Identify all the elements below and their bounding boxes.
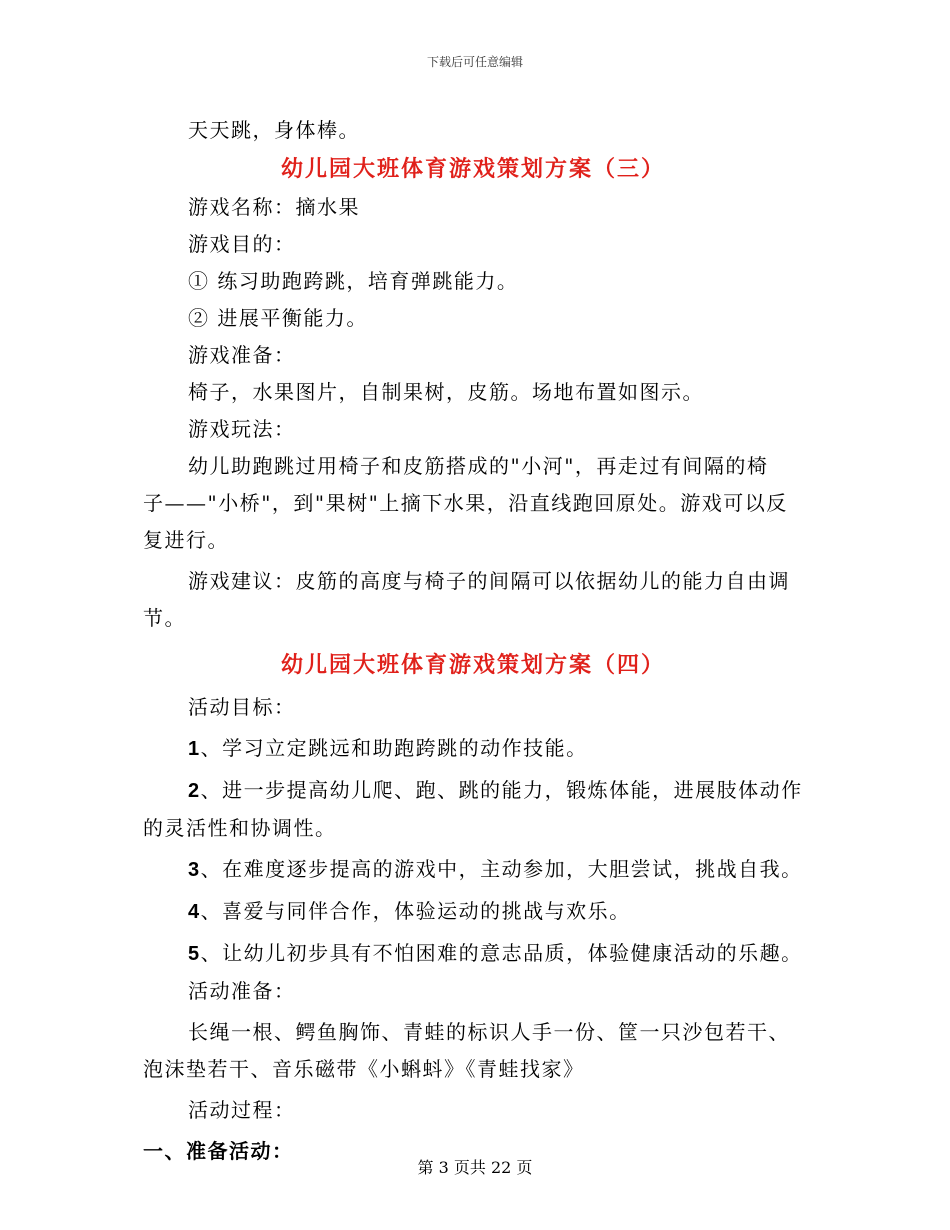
game-play-label: 游戏玩法： [188,417,296,441]
activity-goal-3 [143,851,808,889]
activity-goal-1 [143,730,808,768]
goal-number: 3 [188,859,201,881]
game-play-line2: 子——"小桥"，到"果树"上摘下水果，沿直线跑回原处。游戏可以反 [143,491,788,515]
activity-goal-4 [143,893,808,931]
game-name: 游戏名称：摘水果 [188,195,360,219]
activity-goal-label: 活动目标： [188,695,296,719]
goal-text: 、学习立定跳远和助跑跨跳的动作技能。 [200,736,588,760]
game-play-line3: 复进行。 [143,528,229,552]
activity-goal-5 [143,935,808,973]
game-prep-label: 游戏准备： [188,343,296,367]
page-footer: 第 3 页共 22 页 [417,1158,533,1177]
game-prep-text: 椅子，水果图片，自制果树，皮筋。场地布置如图示。 [188,380,704,404]
game-goal-2: ② 进展平衡能力。 [188,306,368,330]
activity-prep-line2: 泡沫垫若干、音乐磁带《小蝌蚪》《青蛙找家》 [143,1057,585,1081]
goal-text: 、喜爱与同伴合作，体验运动的挑战与欢乐。 [200,899,631,923]
goal-number: 5 [188,943,201,965]
game-advice-line1: 游戏建议：皮筋的高度与椅子的间隔可以依据幼儿的能力自由调 [188,569,790,593]
section4-title: 幼儿园大班体育游戏策划方案（四） [280,652,665,678]
section3-title: 幼儿园大班体育游戏策划方案（三） [280,156,665,182]
goal-text: 、让幼儿初步具有不怕困难的意志品质，体验健康活动的乐趣。 [200,941,803,965]
document-body [143,112,808,1170]
game-goal-1: ① 练习助跑跨跳，培育弹跳能力。 [188,269,519,293]
game-play-line1: 幼儿助跑跳过用椅子和皮筋搭成的"小河"，再走过有间隔的椅 [188,454,769,478]
section3-lead: 天天跳，身体棒。 [188,118,360,142]
activity-process-label: 活动过程： [188,1098,296,1122]
game-advice-line2: 节。 [143,606,186,630]
goal-number: 1 [188,738,201,760]
activity-step-1: 一、准备活动： [143,1139,294,1163]
activity-goal-2 [143,772,808,810]
goal-text: 、在难度逐步提高的游戏中，主动参加，大胆尝试，挑战自我。 [200,857,803,881]
activity-prep-label: 活动准备： [188,979,296,1003]
game-goal-label: 游戏目的： [188,232,296,256]
page-header: 下载后可任意编辑 [426,55,523,69]
activity-prep-line1: 长绳一根、鳄鱼胸饰、青蛙的标识人手一份、筐一只沙包若干、 [188,1020,790,1044]
activity-goal-2-cont: 的灵活性和协调性。 [143,816,337,840]
goal-number: 4 [188,901,201,923]
goal-text: 、进一步提高幼儿爬、跑、跳的能力，锻炼体能，进展肢体动作 [200,778,803,802]
goal-number: 2 [188,780,201,802]
